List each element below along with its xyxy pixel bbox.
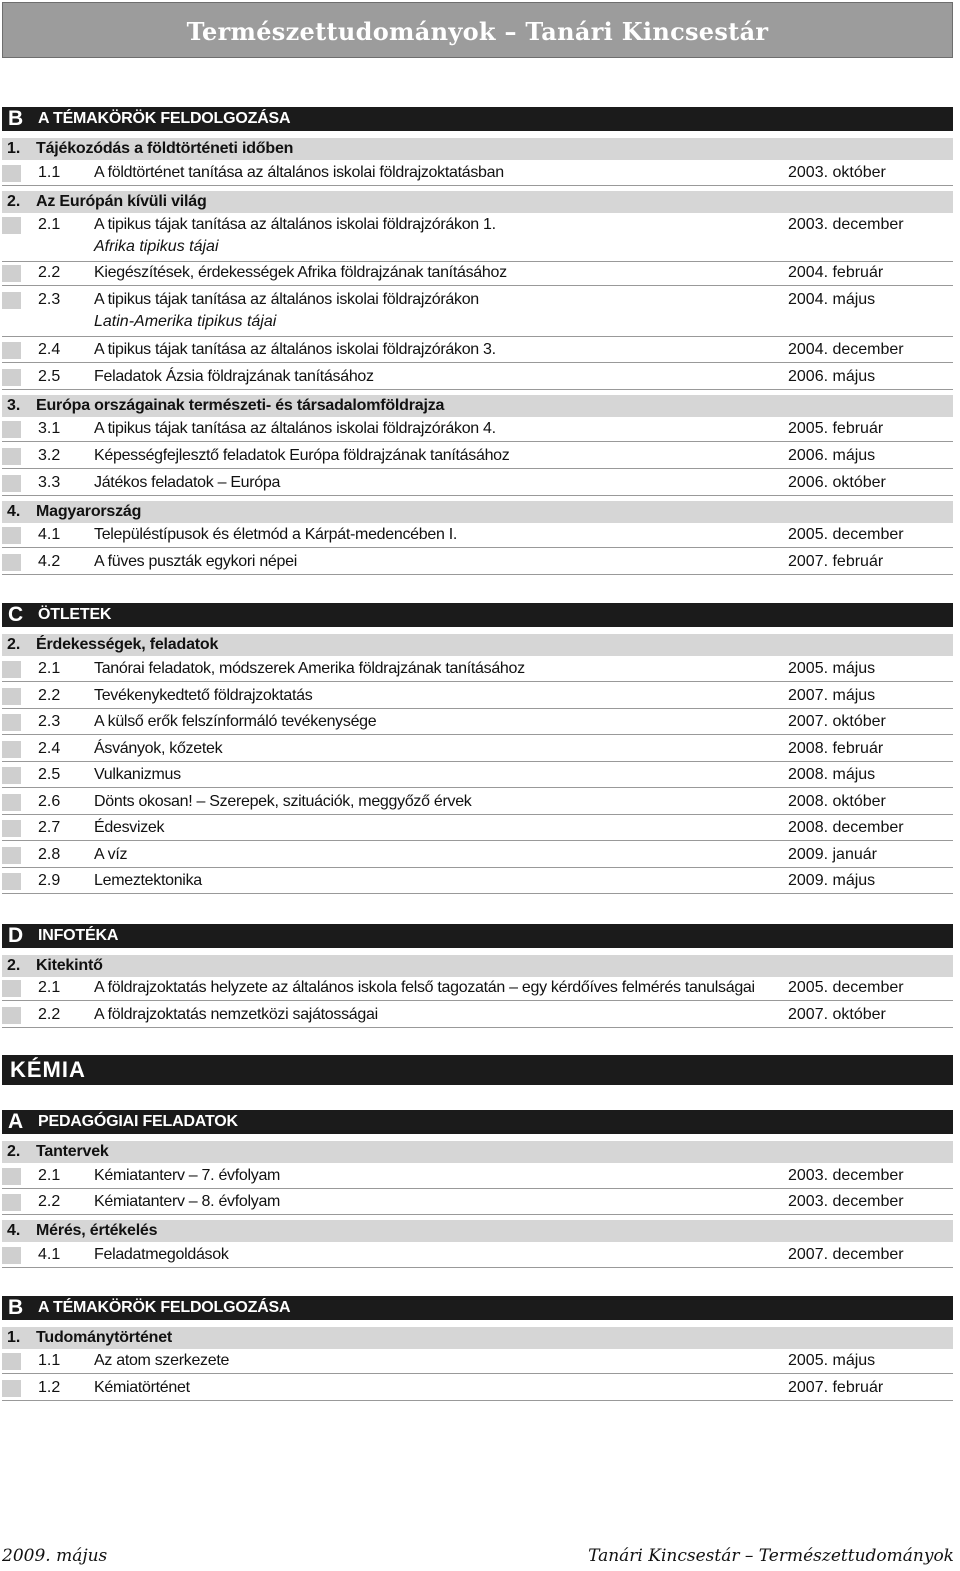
item-title: Településtípusok és életmód a Kárpát-medencében I. xyxy=(94,526,458,543)
item-title: A tipikus tájak tanítása az általános iskolai földrajzórákon 3. xyxy=(94,341,496,358)
part-title: A TÉMAKÖRÖK FELDOLGOZÁSA xyxy=(38,1299,291,1316)
item-title: A tipikus tájak tanítása az általános iskolai földrajzórákon xyxy=(94,291,479,308)
item-number: 2.1 xyxy=(38,1167,61,1184)
checkbox-square xyxy=(2,847,21,864)
item-number: 2.2 xyxy=(38,264,61,281)
item-date: 2008. május xyxy=(788,766,876,783)
part-letter: A xyxy=(8,1110,24,1133)
checkbox-square xyxy=(2,767,21,784)
item-date: 2003. december xyxy=(788,216,904,233)
part-title: PEDAGÓGIAI FELADATOK xyxy=(38,1113,238,1130)
item-number: 1.1 xyxy=(38,1352,61,1369)
list-item xyxy=(2,658,953,682)
part-heading xyxy=(2,1296,953,1320)
item-title: Kémiatanterv – 8. évfolyam xyxy=(94,1193,281,1210)
item-number: 2.2 xyxy=(38,1193,61,1210)
item-date: 2006. május xyxy=(788,368,876,385)
list-item xyxy=(2,791,953,815)
section-title: Az Európán kívüli világ xyxy=(36,193,207,210)
list-item xyxy=(2,817,953,841)
item-date: 2008. február xyxy=(788,740,884,757)
item-title: Játékos feladatok – Európa xyxy=(94,474,281,491)
item-number: 1.1 xyxy=(38,164,61,181)
page-header xyxy=(2,2,953,58)
checkbox-square xyxy=(2,873,21,890)
checkbox-square xyxy=(2,342,21,359)
item-date: 2007. december xyxy=(788,1246,904,1263)
list-item xyxy=(2,764,953,788)
list-item xyxy=(2,1165,953,1189)
list-item xyxy=(2,844,953,868)
list-item xyxy=(2,262,953,286)
list-item xyxy=(2,1350,953,1374)
part-title: A TÉMAKÖRÖK FELDOLGOZÁSA xyxy=(38,110,291,127)
checkbox-square xyxy=(2,661,21,678)
part-heading xyxy=(2,1110,953,1134)
item-date: 2004. február xyxy=(788,264,884,281)
item-title: Feladatmegoldások xyxy=(94,1246,229,1263)
section-title: Mérés, értékelés xyxy=(36,1222,158,1239)
section-number: 4. xyxy=(7,1222,21,1239)
footer-publication: Tanári Kincsestár – Természettudományok xyxy=(588,1546,954,1566)
section-heading xyxy=(2,1327,953,1349)
list-item xyxy=(2,685,953,709)
item-date: 2008. december xyxy=(788,819,904,836)
item-number: 2.2 xyxy=(38,687,61,704)
item-number: 2.8 xyxy=(38,846,61,863)
item-number: 3.2 xyxy=(38,447,61,464)
page-title: Természettudományok – Tanári Kincsestár xyxy=(186,17,769,46)
checkbox-square xyxy=(2,980,21,997)
item-number: 2.4 xyxy=(38,740,61,757)
item-title: Tanórai feladatok, módszerek Amerika földrajzának tanításához xyxy=(94,660,525,677)
list-item xyxy=(2,339,953,363)
item-number: 3.3 xyxy=(38,474,61,491)
item-number: 1.2 xyxy=(38,1379,61,1396)
item-number: 2.1 xyxy=(38,660,61,677)
item-title: Édesvizek xyxy=(94,819,165,836)
item-date: 2008. október xyxy=(788,793,886,810)
checkbox-square xyxy=(2,527,21,544)
item-date: 2003. december xyxy=(788,1167,904,1184)
section-heading xyxy=(2,395,953,417)
checkbox-square xyxy=(2,475,21,492)
section-heading xyxy=(2,501,953,523)
item-date: 2004. december xyxy=(788,341,904,358)
list-item xyxy=(2,870,953,894)
item-date: 2007. október xyxy=(788,1006,886,1023)
part-heading xyxy=(2,107,953,131)
item-title: A földtörténet tanítása az általános iskolai földrajzoktatásban xyxy=(94,164,504,181)
section-number: 3. xyxy=(7,397,21,414)
item-number: 4.2 xyxy=(38,553,61,570)
item-number: 2.4 xyxy=(38,341,61,358)
checkbox-square xyxy=(2,820,21,837)
section-number: 2. xyxy=(7,193,21,210)
item-date: 2004. május xyxy=(788,291,876,308)
item-title: A földrajzoktatás helyzete az általános iskola felső tagozatán – egy kérdőíves felmérés tanulságai xyxy=(94,979,755,996)
item-date: 2005. december xyxy=(788,979,904,996)
list-item xyxy=(2,162,953,186)
part-heading xyxy=(2,603,953,627)
item-title: Kémiatörténet xyxy=(94,1379,190,1396)
item-number: 2.2 xyxy=(38,1006,61,1023)
item-date: 2003. december xyxy=(788,1193,904,1210)
checkbox-square xyxy=(2,714,21,731)
footer-date: 2009. május xyxy=(2,1546,108,1566)
checkbox-square xyxy=(2,1380,21,1397)
item-number: 2.5 xyxy=(38,766,61,783)
item-number: 4.1 xyxy=(38,1246,61,1263)
item-date: 2007. február xyxy=(788,1379,884,1396)
item-date: 2003. október xyxy=(788,164,886,181)
item-number: 2.1 xyxy=(38,979,61,996)
list-item xyxy=(2,472,953,496)
item-number: 2.3 xyxy=(38,291,61,308)
checkbox-square xyxy=(2,265,21,282)
item-date: 2006. május xyxy=(788,447,876,464)
part-letter: B xyxy=(8,107,24,130)
part-heading xyxy=(2,924,953,948)
list-item xyxy=(2,524,953,548)
section-title: Tantervek xyxy=(36,1143,109,1160)
list-item xyxy=(2,551,953,575)
item-title: A tipikus tájak tanítása az általános iskolai földrajzórákon 1. xyxy=(94,216,496,233)
checkbox-square xyxy=(2,1194,21,1211)
list-item xyxy=(2,418,953,442)
section-number: 1. xyxy=(7,140,21,157)
item-subtitle: Latin-Amerika tipikus tájai xyxy=(94,313,277,330)
item-number: 4.1 xyxy=(38,526,61,543)
item-title: Tevékenykedtető földrajzoktatás xyxy=(94,687,313,704)
item-number: 2.7 xyxy=(38,819,61,836)
list-item xyxy=(2,738,953,762)
item-title: Kiegészítések, érdekességek Afrika földrajzának tanításához xyxy=(94,264,507,281)
list-item xyxy=(2,1004,953,1028)
item-date: 2005. május xyxy=(788,1352,876,1369)
checkbox-square xyxy=(2,554,21,571)
part-letter: C xyxy=(8,603,24,626)
item-title: A víz xyxy=(94,846,128,863)
item-number: 2.3 xyxy=(38,713,61,730)
checkbox-square xyxy=(2,217,21,234)
checkbox-square xyxy=(2,1247,21,1264)
item-title: Ásványok, kőzetek xyxy=(94,740,223,757)
section-heading xyxy=(2,138,953,160)
item-title: Lemeztektonika xyxy=(94,872,202,889)
checkbox-square xyxy=(2,1007,21,1024)
list-item xyxy=(2,366,953,390)
part-title: INFOTÉKA xyxy=(38,927,119,944)
section-title: Tájékozódás a földtörténeti időben xyxy=(36,140,294,157)
checkbox-square xyxy=(2,165,21,182)
list-item xyxy=(2,1191,953,1215)
item-date: 2007. október xyxy=(788,713,886,730)
item-date: 2009. május xyxy=(788,872,876,889)
section-heading xyxy=(2,1141,953,1163)
item-title: A füves puszták egykori népei xyxy=(94,553,297,570)
item-date: 2005. február xyxy=(788,420,884,437)
item-subtitle: Afrika tipikus tájai xyxy=(94,238,219,255)
part-letter: D xyxy=(8,924,24,947)
item-date: 2005. december xyxy=(788,526,904,543)
list-item xyxy=(2,1244,953,1268)
checkbox-square xyxy=(2,794,21,811)
list-item xyxy=(2,214,953,262)
part-title: ÖTLETEK xyxy=(38,606,112,623)
section-title: Érdekességek, feladatok xyxy=(36,636,219,653)
section-title: Európa országainak természeti- és társadalomföldrajza xyxy=(36,397,445,414)
item-title: A külső erők felszínformáló tevékenysége xyxy=(94,713,377,730)
checkbox-square xyxy=(2,292,21,309)
subject-heading xyxy=(2,1055,953,1085)
section-number: 4. xyxy=(7,503,21,520)
item-date: 2005. május xyxy=(788,660,876,677)
checkbox-square xyxy=(2,448,21,465)
section-number: 2. xyxy=(7,1143,21,1160)
section-number: 1. xyxy=(7,1329,21,1346)
item-number: 2.5 xyxy=(38,368,61,385)
item-title: Az atom szerkezete xyxy=(94,1352,230,1369)
subject-title: KÉMIA xyxy=(10,1057,86,1082)
item-date: 2009. január xyxy=(788,846,877,863)
item-date: 2007. május xyxy=(788,687,876,704)
checkbox-square xyxy=(2,741,21,758)
section-heading xyxy=(2,634,953,656)
section-title: Kitekintő xyxy=(36,957,103,974)
checkbox-square xyxy=(2,1168,21,1185)
checkbox-square xyxy=(2,1353,21,1370)
part-letter: B xyxy=(8,1296,24,1319)
item-date: 2007. február xyxy=(788,553,884,570)
item-number: 2.1 xyxy=(38,216,61,233)
list-item xyxy=(2,977,953,1001)
section-title: Tudománytörténet xyxy=(36,1329,173,1346)
item-title: A tipikus tájak tanítása az általános iskolai földrajzórákon 4. xyxy=(94,420,496,437)
section-heading xyxy=(2,955,953,977)
section-number: 2. xyxy=(7,957,21,974)
section-title: Magyarország xyxy=(36,503,142,520)
checkbox-square xyxy=(2,688,21,705)
checkbox-square xyxy=(2,421,21,438)
item-number: 2.9 xyxy=(38,872,61,889)
section-heading xyxy=(2,191,953,213)
item-title: Kémiatanterv – 7. évfolyam xyxy=(94,1167,281,1184)
item-title: Dönts okosan! – Szerepek, szituációk, meggyőző érvek xyxy=(94,793,472,810)
item-title: A földrajzoktatás nemzetközi sajátosságai xyxy=(94,1006,378,1023)
list-item xyxy=(2,445,953,469)
list-item xyxy=(2,289,953,337)
item-number: 3.1 xyxy=(38,420,61,437)
section-number: 2. xyxy=(7,636,21,653)
checkbox-square xyxy=(2,369,21,386)
item-number: 2.6 xyxy=(38,793,61,810)
item-title: Feladatok Ázsia földrajzának tanításához xyxy=(94,368,374,385)
item-date: 2006. október xyxy=(788,474,886,491)
section-heading xyxy=(2,1220,953,1242)
item-title: Vulkanizmus xyxy=(94,766,181,783)
list-item xyxy=(2,1377,953,1401)
list-item xyxy=(2,711,953,735)
item-title: Képességfejlesztő feladatok Európa földrajzának tanításához xyxy=(94,447,510,464)
